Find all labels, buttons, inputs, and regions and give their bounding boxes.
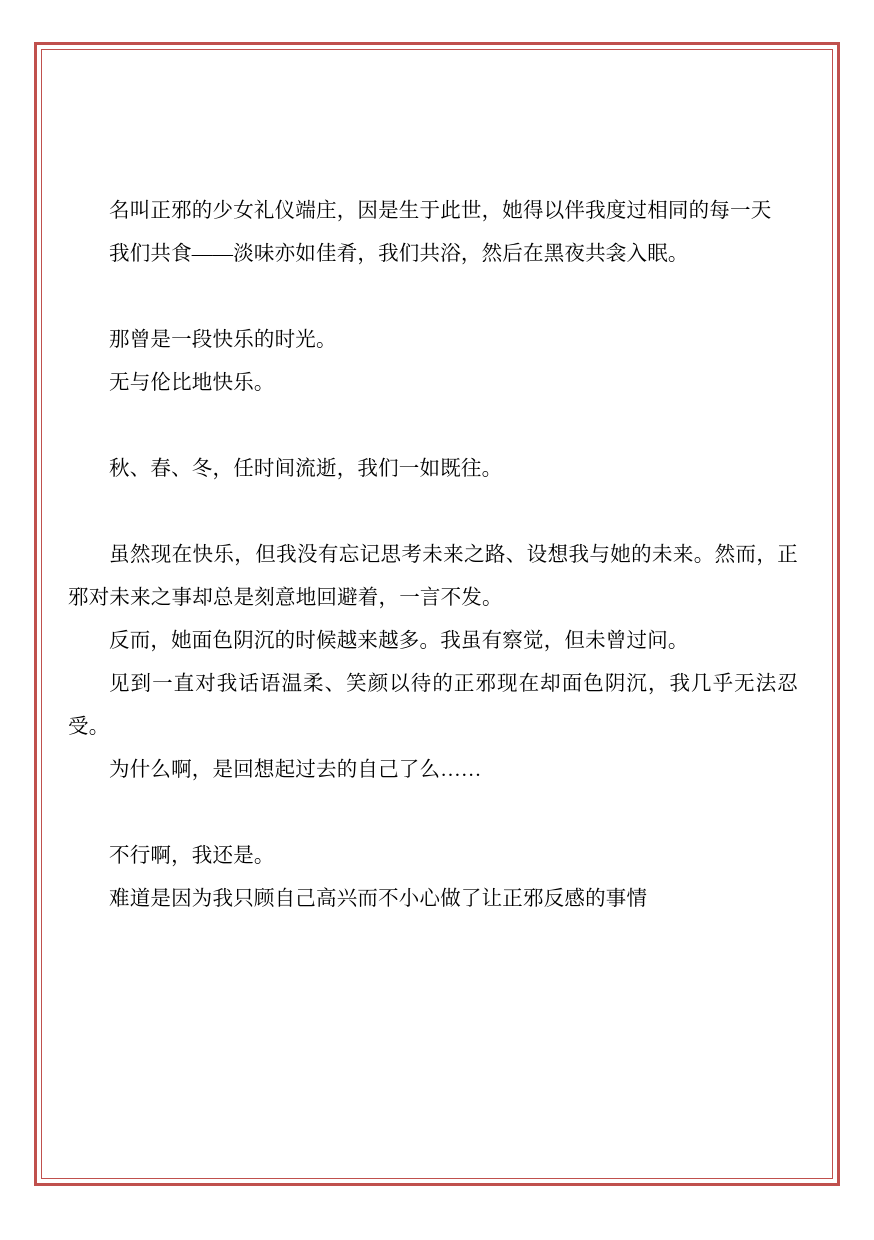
paragraph: 无与伦比地快乐。	[109, 372, 275, 394]
paragraph: 虽然现在快乐，但我没有忘记思考未来之路、设想我与她的未来。然而，正邪对未来之事却总是刻意地回避着，一言不发。	[68, 544, 798, 609]
paragraph: 我们共食——淡味亦如佳肴，我们共浴，然后在黑夜共衾入眠。	[109, 243, 689, 265]
paragraph: 名叫正邪的少女礼仪端庄，因是生于此世，她得以伴我度过相同的每一天	[109, 200, 772, 222]
page-body-text	[68, 190, 798, 921]
paragraph: 见到一直对我话语温柔、笑颜以待的正邪现在却面色阴沉，我几乎无法忍受。	[68, 673, 798, 738]
paragraph: 那曾是一段快乐的时光。	[109, 329, 337, 351]
paragraph-spacer	[68, 491, 798, 534]
paragraph-spacer	[68, 792, 798, 835]
paragraph: 难道是因为我只顾自己高兴而不小心做了让正邪反感的事情	[109, 888, 648, 910]
paragraph: 不行啊，我还是。	[109, 845, 275, 867]
paragraph: 反而，她面色阴沉的时候越来越多。我虽有察觉，但未曾过问。	[109, 630, 689, 652]
paragraph-spacer	[68, 405, 798, 448]
paragraph-spacer	[68, 276, 798, 319]
paragraph: 秋、春、冬，任时间流逝，我们一如既往。	[109, 458, 503, 480]
paragraph: 为什么啊，是回想起过去的自己了么……	[109, 759, 482, 781]
